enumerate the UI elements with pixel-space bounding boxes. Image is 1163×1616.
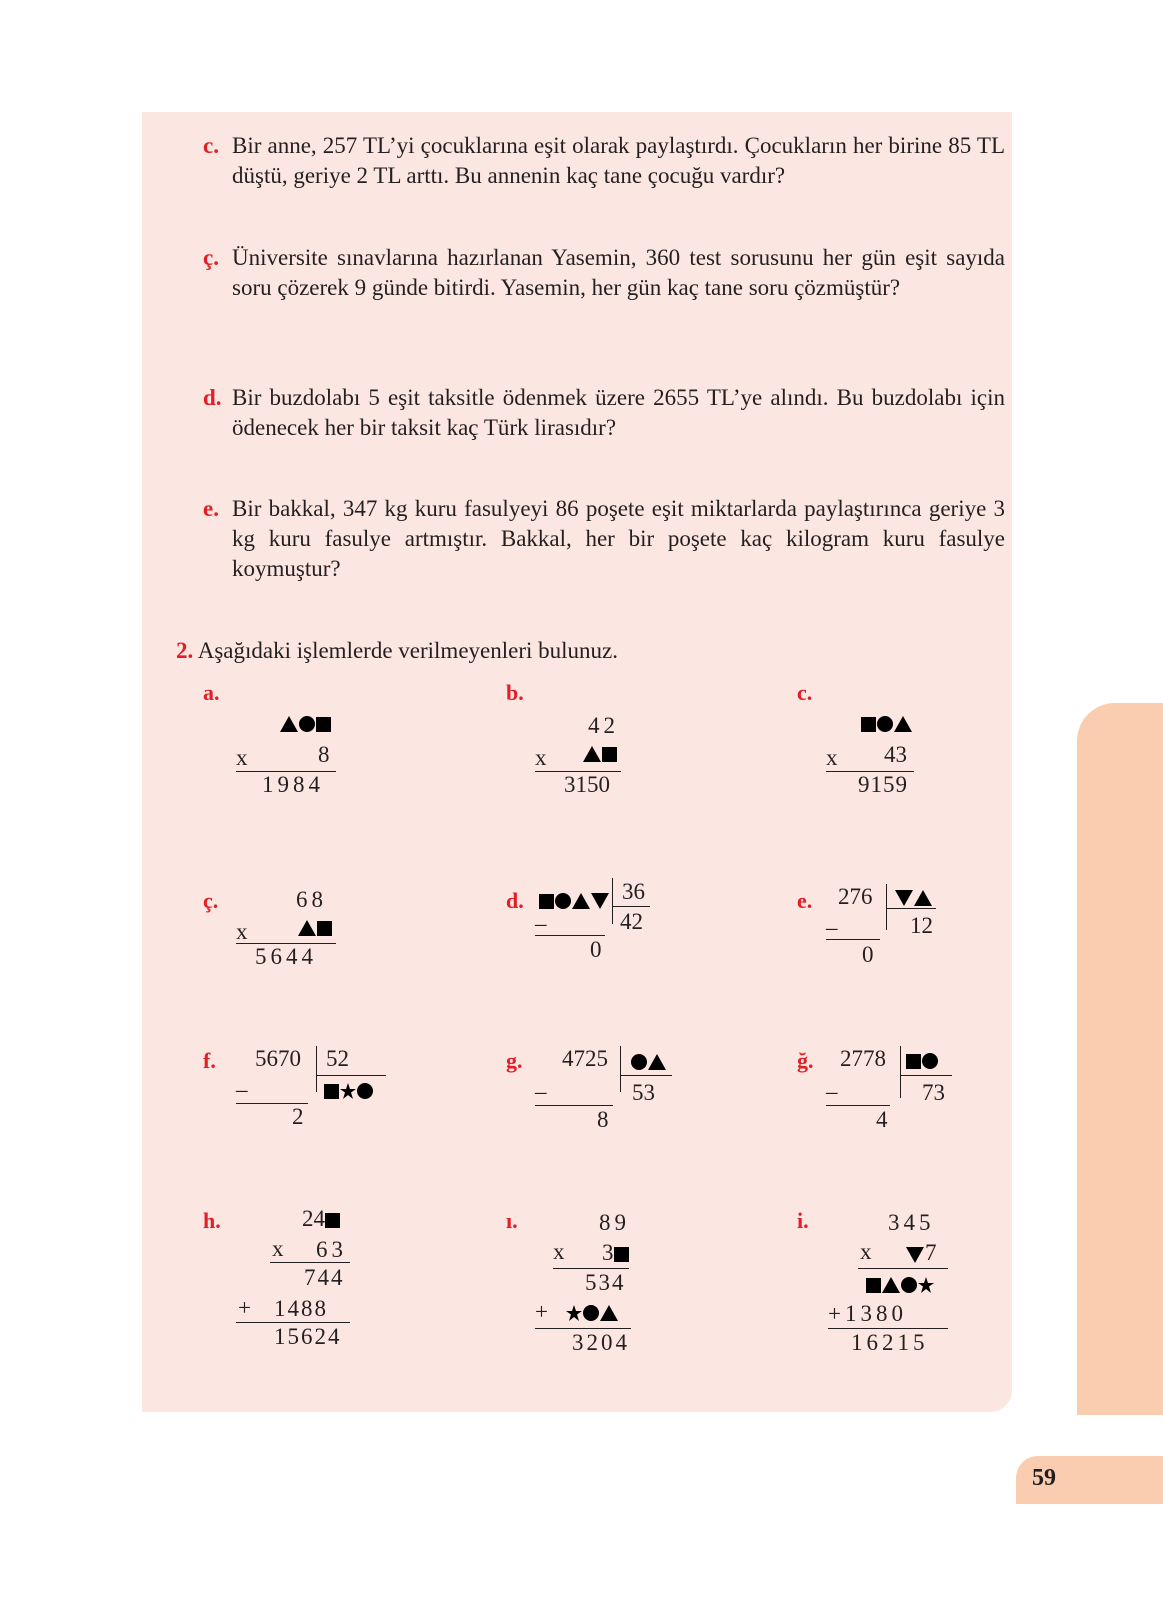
divisor-symbols-e xyxy=(895,886,933,910)
op-label-i: i. xyxy=(797,1208,809,1233)
result: 15624 xyxy=(274,1324,342,1349)
problem-label: e. xyxy=(203,496,219,521)
down-triangle-icon xyxy=(591,893,609,909)
circle-icon xyxy=(555,893,571,909)
op-label-h: h. xyxy=(203,1208,221,1233)
dividend: 276 xyxy=(838,884,873,909)
times-sign: x xyxy=(553,1239,565,1264)
triangle-icon xyxy=(600,1305,618,1321)
minus-sign: – xyxy=(826,915,838,940)
triangle-icon xyxy=(298,920,316,936)
section-instruction: Aşağıdaki işlemlerde verilmeyenleri bulunuz. xyxy=(197,638,618,663)
circle-icon xyxy=(357,1083,373,1099)
square-icon xyxy=(324,1084,339,1099)
square-icon xyxy=(325,1213,340,1228)
quotient-symbols-f xyxy=(324,1079,374,1103)
subtraction-line xyxy=(535,935,605,936)
divisor-line xyxy=(620,1075,672,1076)
multiplier: 63 xyxy=(316,1237,347,1262)
exercise-panel xyxy=(142,112,1012,1412)
problem-text: Bir buzdolabı 5 eşit taksitle ödenmek üzere 2655 TL’ye alındı. Bu buzdolabı için ödenecek her bir taksit kaç Türk lirasıdır? xyxy=(232,385,1005,440)
sum-line xyxy=(828,1328,948,1329)
divisor-line xyxy=(886,908,936,909)
symbols-c-cedilla xyxy=(298,916,333,940)
triangle-icon xyxy=(882,1277,900,1293)
result: 3204 xyxy=(572,1330,630,1355)
times-sign: x xyxy=(236,919,248,944)
result: 16215 xyxy=(851,1330,929,1355)
divisor-line xyxy=(316,1075,386,1076)
product-line xyxy=(858,1268,948,1269)
circle-icon xyxy=(877,716,893,732)
triangle-icon xyxy=(914,890,932,906)
triangle-icon xyxy=(280,716,298,732)
op-label-c-cedilla: ç. xyxy=(203,888,219,913)
times-sign: x xyxy=(535,745,547,770)
triangle-icon xyxy=(894,716,912,732)
multiplicand: 42 xyxy=(588,713,619,738)
multiplier: 8 xyxy=(318,742,330,767)
result: 5644 xyxy=(255,944,317,969)
subtraction-line xyxy=(826,1105,890,1106)
circle-icon xyxy=(299,716,315,732)
dividend: 4725 xyxy=(562,1046,608,1071)
division-bar xyxy=(900,1046,901,1098)
square-icon xyxy=(316,717,331,732)
problem-label: d. xyxy=(203,385,222,410)
square-icon xyxy=(539,894,554,909)
square-icon xyxy=(614,1247,629,1262)
op-label-d: d. xyxy=(506,888,524,913)
sum-line xyxy=(535,1328,631,1329)
square-icon xyxy=(602,747,617,762)
circle-icon xyxy=(631,1054,647,1070)
partial-product-2: 1380 xyxy=(845,1301,907,1326)
minus-sign: – xyxy=(535,1079,547,1104)
problem-label: ç. xyxy=(203,245,219,270)
divisor-symbols-g-breve xyxy=(906,1049,939,1073)
quotient: 42 xyxy=(620,909,643,934)
partial-product-2-symbols xyxy=(566,1301,619,1325)
partial-product-1: 744 xyxy=(304,1265,345,1290)
remainder: 8 xyxy=(597,1107,609,1132)
symbols-a xyxy=(280,712,332,736)
quotient: 53 xyxy=(632,1080,655,1105)
down-triangle-icon xyxy=(895,890,913,906)
square-icon xyxy=(906,1054,921,1069)
op-label-g-breve: ğ. xyxy=(797,1048,814,1073)
op-label-c: c. xyxy=(797,680,813,705)
divisor-line xyxy=(900,1075,952,1076)
op-label-a: a. xyxy=(203,680,220,705)
multiplicand: 345 xyxy=(888,1210,935,1235)
op-label-dotless-i: ı. xyxy=(506,1208,518,1233)
minus-sign: – xyxy=(535,911,547,936)
dividend-symbols-d xyxy=(539,889,610,913)
remainder: 0 xyxy=(862,942,874,967)
multiplier-i1 xyxy=(602,1241,630,1265)
symbols-c xyxy=(861,712,913,736)
division-bar xyxy=(316,1046,317,1092)
partial-product-1: 534 xyxy=(585,1270,626,1295)
multiplier-digit: 7 xyxy=(925,1240,937,1265)
subtraction-line xyxy=(535,1105,613,1106)
dividend: 5670 xyxy=(255,1046,301,1071)
minus-sign: – xyxy=(236,1077,248,1102)
multiplicand-h xyxy=(302,1207,341,1231)
result: 1984 xyxy=(262,772,324,797)
multiplicand: 89 xyxy=(599,1210,630,1235)
square-icon xyxy=(861,717,876,732)
triangle-icon xyxy=(572,893,590,909)
circle-icon xyxy=(901,1277,917,1293)
square-icon xyxy=(317,921,332,936)
down-triangle-icon xyxy=(906,1247,924,1263)
result: 9159 xyxy=(858,772,908,797)
multiplicand: 68 xyxy=(296,887,327,912)
page-number: 59 xyxy=(1032,1465,1056,1491)
op-label-g: g. xyxy=(506,1048,523,1073)
divisor: 36 xyxy=(622,879,645,904)
remainder: 2 xyxy=(292,1104,304,1129)
triangle-icon xyxy=(583,746,601,762)
problem-text: Bir anne, 257 TL’yi çocuklarına eşit olarak paylaştırdı. Çocukların her birine 85 TL düştü, geriye 2 TL arttı. Bu annenin kaç tane çocuğu vardır? xyxy=(232,133,1005,188)
partial-product-1-symbols xyxy=(866,1273,935,1297)
multiplier-i2 xyxy=(906,1241,937,1265)
square-icon xyxy=(866,1278,881,1293)
star-icon xyxy=(918,1277,934,1293)
multiplier-digit: 3 xyxy=(602,1240,614,1265)
problem-label: c. xyxy=(203,133,219,158)
remainder: 4 xyxy=(876,1107,888,1132)
problem-text: Üniversite sınavlarına hazırlanan Yasemin, 360 test sorusunu her gün eşit sayıda soru çözerek 9 günde bitirdi. Yasemin, her gün kaç tane soru çözmüştür? xyxy=(232,245,1005,300)
quotient: 73 xyxy=(922,1080,945,1105)
divisor-line xyxy=(612,906,650,907)
symbols-b xyxy=(583,742,618,766)
minus-sign: – xyxy=(826,1079,838,1104)
divisor-symbols-g xyxy=(631,1050,667,1074)
star-icon xyxy=(340,1083,356,1099)
plus-sign: + xyxy=(828,1301,841,1326)
division-bar xyxy=(886,884,887,930)
op-label-f: f. xyxy=(203,1048,216,1073)
division-bar xyxy=(612,878,613,924)
division-bar xyxy=(620,1046,621,1092)
circle-icon xyxy=(583,1305,599,1321)
multiplicand-digits: 24 xyxy=(302,1206,325,1231)
side-tab xyxy=(1077,703,1163,1415)
plus-sign: + xyxy=(535,1299,548,1324)
times-sign: x xyxy=(272,1236,284,1261)
result: 3150 xyxy=(564,772,610,797)
op-label-b: b. xyxy=(506,680,524,705)
product-line xyxy=(553,1268,629,1269)
partial-product-2: 1488 xyxy=(274,1296,328,1321)
times-sign: x xyxy=(826,745,838,770)
op-label-e: e. xyxy=(797,888,813,913)
triangle-icon xyxy=(648,1054,666,1070)
quotient: 12 xyxy=(910,913,933,938)
dividend: 2778 xyxy=(840,1046,886,1071)
problem-text: Bir bakkal, 347 kg kuru fasulyeyi 86 poşete eşit miktarlarda paylaştırınca geriye 3 kg kuru fasulye artmıştır. Bakkal, her bir poşete kaç kilogram kuru fasulye koymuştur? xyxy=(232,496,1005,581)
plus-sign: + xyxy=(238,1295,251,1320)
times-sign: x xyxy=(860,1239,872,1264)
multiplier: 43 xyxy=(884,742,907,767)
remainder: 0 xyxy=(590,937,602,962)
circle-icon xyxy=(922,1053,938,1069)
times-sign: x xyxy=(236,745,248,770)
sum-line xyxy=(236,1322,350,1323)
section-number: 2. xyxy=(176,638,194,663)
divisor: 52 xyxy=(326,1046,349,1071)
subtraction-line xyxy=(826,939,880,940)
section-2-heading xyxy=(176,638,618,664)
product-line xyxy=(270,1262,350,1263)
star-icon xyxy=(566,1305,582,1321)
